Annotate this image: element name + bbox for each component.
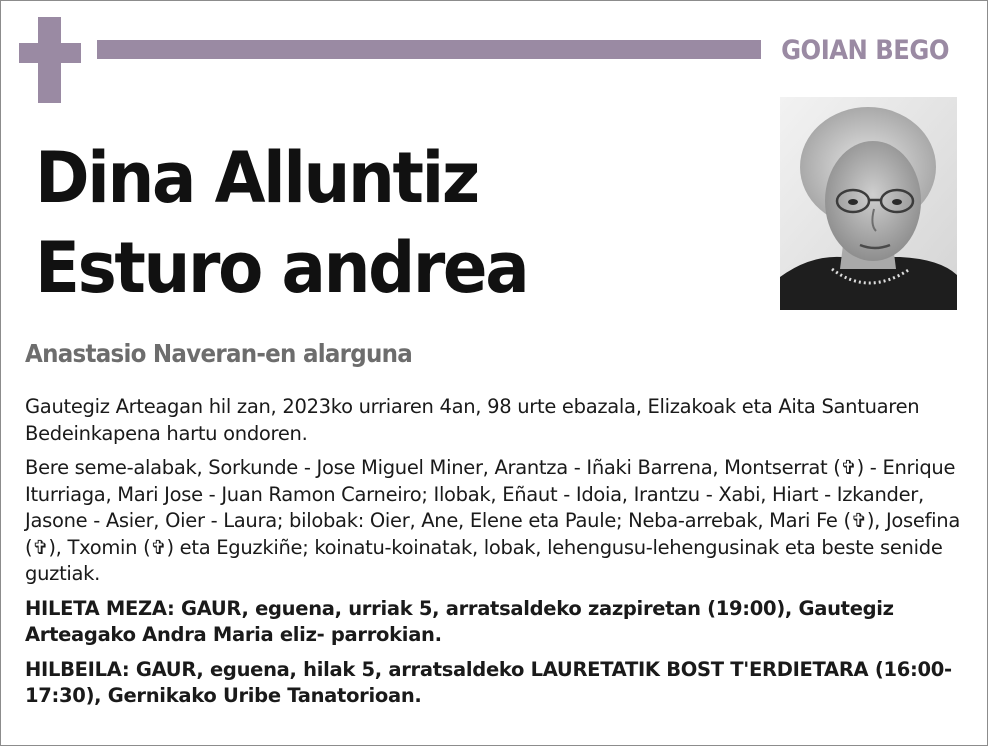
deceased-name: [35, 133, 712, 313]
cross-icon: [19, 17, 81, 103]
header-band: [97, 40, 761, 59]
death-announcement: Gautegiz Arteagan hil zan, 2023ko urriaren 4an, 98 urte ebazala, Elizakoak eta Aita Santuaren Bedeinkapena hartu ondoren.: [25, 395, 920, 445]
wake-info: HILBEILA: GAUR, eguena, hilak 5, arratsaldeko LAURETATIK BOST T'ERDIETARA (16:00-17:30), Gernikako Uribe Tanatorioan.: [25, 657, 952, 707]
family-list: Bere seme-alabak, Sorkunde - Jose Miguel Miner, Arantza - Iñaki Barrena, Montserrat (✞) - Enrique Iturriaga, Mari Jose - Juan Ramon Carneiro; Ilobak, Eñaut - Idoia, Irantzu - Xabi, Hiart - Izkander, Jasone - Asier, Oier - Laura; bilobak: Oier, Ane, Elene eta Paule; Neba-arrebak, Mari Fe (✞), Josefina (✞), Txomin (✞) eta Eguzkiñe; koinatu-koinatak, lobak, lehengusu-lehengusinak eta beste senide guztiak.: [25, 456, 960, 585]
deceased-name-line2: Esturo andrea: [35, 227, 528, 309]
relation-subtitle: Anastasio Naveran-en alarguna: [25, 339, 413, 368]
deceased-name-line1: Dina Alluntiz: [35, 137, 478, 219]
funeral-mass-info: HILETA MEZA: GAUR, eguena, urriak 5, arratsaldeko zazpiretan (19:00), Gautegiz Arteagako Andra Maria eliz- parrokian.: [25, 596, 894, 646]
notice-body: [25, 394, 963, 718]
header-place: GOIAN BEGO: [781, 35, 949, 66]
portrait-photo: [780, 97, 957, 310]
